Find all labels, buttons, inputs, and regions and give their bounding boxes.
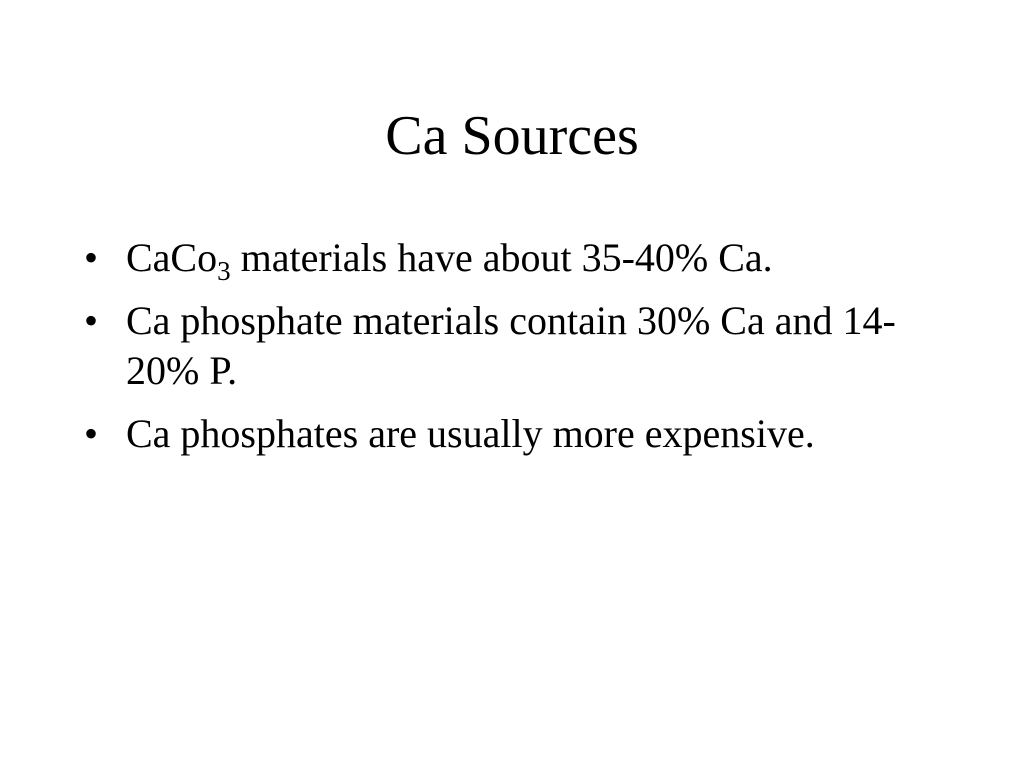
bullet-icon: • — [84, 235, 99, 280]
bullet-text-post: materials have about 35-40% Ca. — [230, 235, 773, 280]
bullet-list — [84, 233, 964, 472]
bullet-subscript: 3 — [217, 256, 231, 286]
slide-title: Ca Sources — [385, 105, 639, 167]
bullet-item-expense — [84, 409, 964, 459]
bullet-item-ca-phosphate — [84, 296, 964, 396]
bullet-text: Ca phosphates are usually more expensive. — [126, 411, 815, 456]
bullet-icon: • — [84, 411, 99, 456]
bullet-item-caco3 — [84, 233, 964, 286]
bullet-icon: • — [84, 298, 99, 343]
bullet-text: Ca phosphate materials contain 30% Ca and 14-20% P. — [126, 298, 896, 393]
bullet-text-pre: CaCo — [126, 235, 218, 280]
